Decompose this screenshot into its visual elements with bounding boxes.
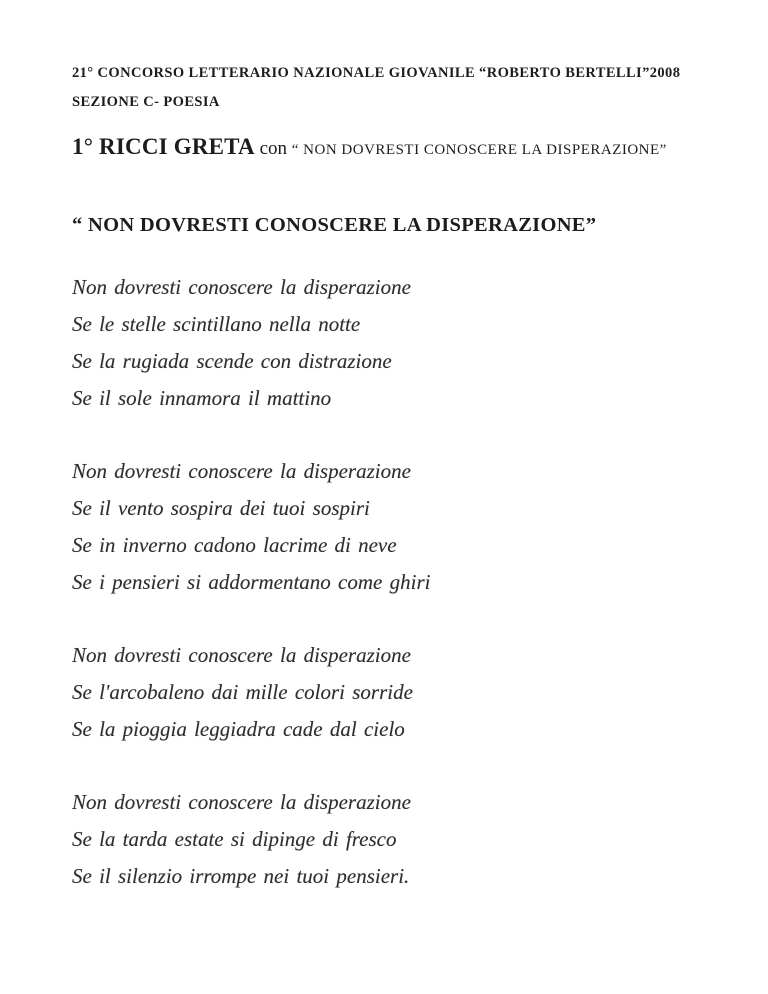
poem-line: Non dovresti conoscere la disperazione (72, 275, 411, 299)
award-work-title: “ NON DOVRESTI CONOSCERE LA DISPERAZIONE” (291, 142, 667, 158)
poem-stanza (72, 269, 728, 417)
poem-line: Se il silenzio irrompe nei tuoi pensieri. (72, 864, 410, 888)
poem-line: Se la rugiada scende con distrazione (72, 349, 392, 373)
award-connector: con (254, 138, 292, 159)
poem-line: Se il vento sospira dei tuoi sospiri (72, 496, 370, 520)
poem-line: Non dovresti conoscere la disperazione (72, 459, 411, 483)
poem-line: Se l'arcobaleno dai mille colori sorride (72, 680, 413, 704)
poem-title: “ NON DOVRESTI CONOSCERE LA DISPERAZIONE” (72, 214, 597, 236)
poem-line: Se le stelle scintillano nella notte (72, 312, 361, 336)
poem-stanza (72, 784, 728, 895)
poem-line: Se i pensieri si addormentano come ghiri (72, 570, 431, 594)
poem-stanza (72, 453, 728, 601)
contest-section-line: SEZIONE C- POESIA (72, 94, 220, 110)
poem-line: Se la tarda estate si dipinge di fresco (72, 827, 397, 851)
poem-line: Se la pioggia leggiadra cade dal cielo (72, 717, 405, 741)
poem-stanza (72, 637, 728, 748)
poem-line: Se in inverno cadono lacrime di neve (72, 533, 397, 557)
poem-line: Non dovresti conoscere la disperazione (72, 790, 411, 814)
poem-body (72, 269, 728, 931)
poem-line: Non dovresti conoscere la disperazione (72, 643, 411, 667)
poem-line: Se il sole innamora il mattino (72, 386, 332, 410)
award-rank-name: 1° RICCI GRETA (72, 134, 255, 159)
award-line (72, 134, 667, 160)
contest-header-line: 21° CONCORSO LETTERARIO NAZIONALE GIOVANILE “ROBERTO BERTELLI”2008 (72, 65, 681, 81)
